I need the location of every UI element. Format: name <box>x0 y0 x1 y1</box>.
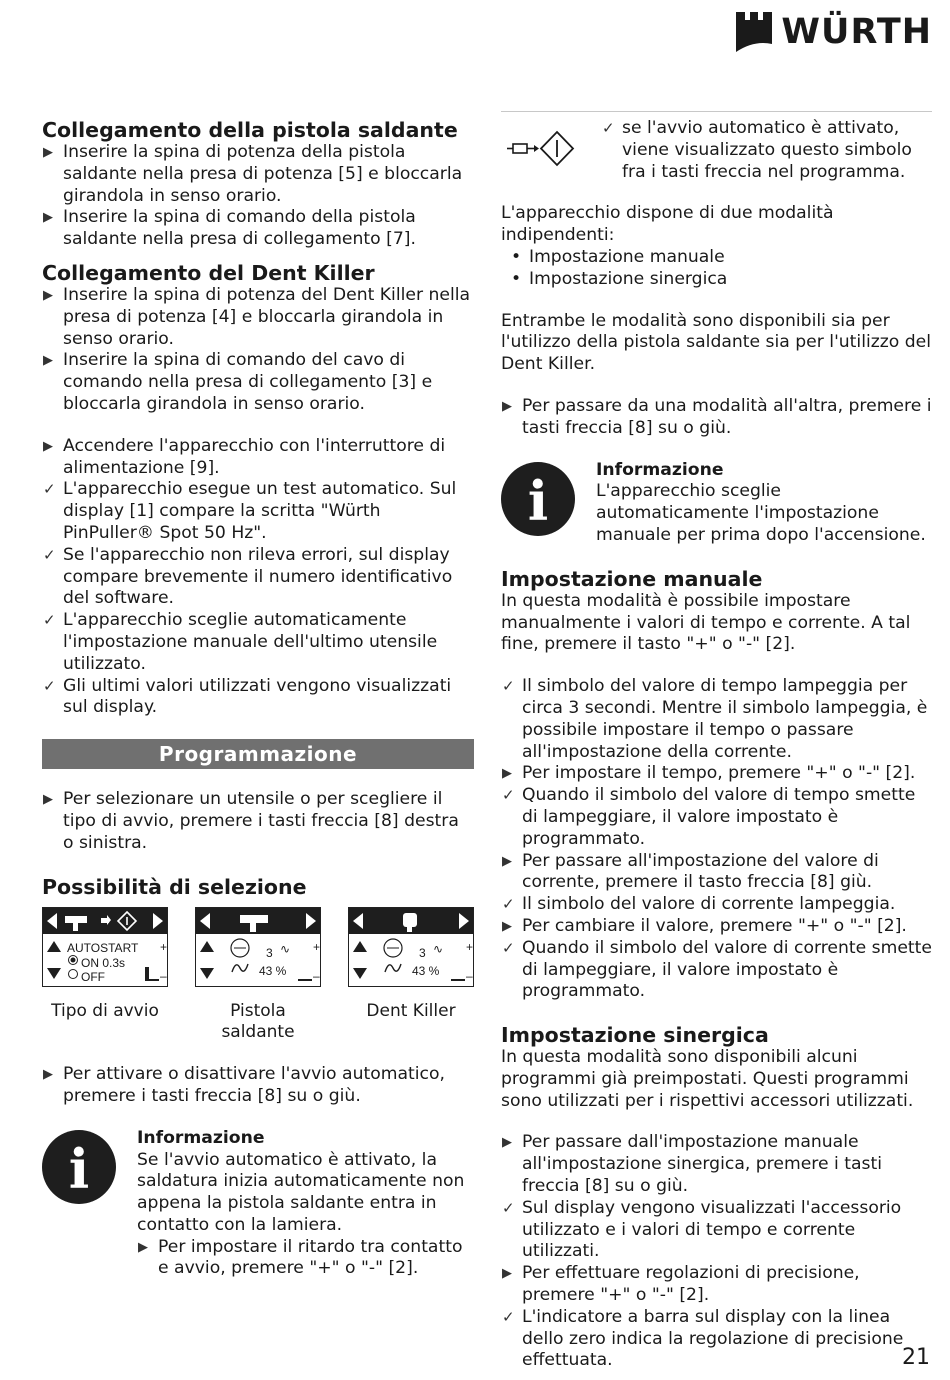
screen-dent-killer <box>348 907 474 1045</box>
svg-text:–: – <box>160 968 167 983</box>
modes-list <box>501 247 933 291</box>
info-list <box>137 1237 474 1281</box>
arrow-icon: ▶ <box>502 918 512 934</box>
info-text: L'apparecchio sceglie automaticamente l'impostazione manuale per prima dopo l'accensione. <box>596 481 926 545</box>
list-item: ✓ Quando il simbolo del valore di tempo smette di lampeggiare, il valore impostato è programmato. <box>502 785 916 849</box>
list-item: ✓ Il simbolo del valore di corrente lampeggia. <box>502 894 896 915</box>
heading-possibilita: Possibilità di selezione <box>42 874 307 899</box>
info-icon: i <box>501 462 575 536</box>
screen-caption: Tipo di avvio <box>51 1000 159 1021</box>
both-modes-text: Entrambe le modalità sono disponibili sia per l'utilizzo della pistola saldante sia per l'utilizzo del Dent Killer. <box>501 310 932 375</box>
heading-dent-killer: Collegamento del Dent Killer <box>42 260 375 285</box>
check-icon: ✓ <box>602 119 615 137</box>
screen-caption: Pistola saldante <box>221 1000 295 1043</box>
synergic-list <box>501 1132 933 1372</box>
arrow-icon: ▶ <box>43 792 53 808</box>
arrow-icon: ▶ <box>43 353 53 369</box>
list-item: ▶ Per passare all'impostazione del valore di corrente, premere il tasto freccia [8] giù. <box>502 850 879 893</box>
lcd-off-label: OFF <box>81 969 105 984</box>
arrow-icon: ▶ <box>502 853 512 869</box>
lcd-current-value: 43 % <box>412 963 440 978</box>
arrow-icon: ▶ <box>502 1266 512 1282</box>
display-screens <box>42 907 474 1045</box>
svg-text:+: + <box>313 939 320 954</box>
heading-manual: Impostazione manuale <box>501 566 763 591</box>
manual-text: In questa modalità è possibile impostare manualmente i valori di tempo e corrente. A tal fine, premere il tasto "+" o "-" [2]. <box>501 590 911 655</box>
heading-synergic: Impostazione sinergica <box>501 1023 769 1048</box>
prog-list <box>42 789 474 854</box>
lcd-current-value: 43 % <box>259 963 287 978</box>
arrow-icon: ▶ <box>138 1239 148 1255</box>
arrow-icon: ▶ <box>43 210 53 226</box>
heading-pistola: Collegamento della pistola saldante <box>42 118 458 142</box>
info-icon: i <box>42 1130 116 1204</box>
check-icon: ✓ <box>502 1307 515 1326</box>
list-item: ✓ L'indicatore a barra sul display con la linea dello zero indica la regolazione di precisione effettuata. <box>502 1306 904 1371</box>
lcd-time-value: 3 <box>266 945 273 960</box>
right-column-divider <box>501 111 932 112</box>
arrow-icon: ▶ <box>43 1067 53 1083</box>
list-item: ▶ Inserire la spina di comando della pistola saldante nella presa di collegamento [7]. <box>43 207 416 250</box>
lcd-time-value: 3 <box>419 945 426 960</box>
list-item: ✓ Se l'apparecchio non rileva errori, sul display compare brevemente il numero identificativo del software. <box>43 544 453 609</box>
arrow-icon: ▶ <box>502 398 512 414</box>
list-item: ▶ Inserire la spina di comando del cavo di comando nella presa di collegamento [3] e bloccarla girandola in senso orario. <box>43 350 433 414</box>
svg-text:–: – <box>466 968 473 983</box>
info-box-autostart <box>42 1128 474 1281</box>
check-icon: ✓ <box>502 895 515 914</box>
list-item: ▶ Per passare dall'impostazione manuale all'impostazione sinergica, premere i tasti freccia [8] su o giù. <box>502 1132 882 1197</box>
list-item: ▶ Inserire la spina di potenza della pistola saldante nella presa di potenza [5] e bloccarla girandola in senso orario. <box>43 142 463 206</box>
lcd-dent-graphic <box>349 908 473 986</box>
list-item: ▶ Accendere l'apparecchio con l'interruttore di alimentazione [9]. <box>43 435 446 478</box>
list-item: ▶ Inserire la spina di potenza del Dent Killer nella presa di potenza [4] e bloccarla girandola in senso orario. <box>43 284 471 349</box>
arrow-icon: ▶ <box>502 766 512 782</box>
arrow-icon: ▶ <box>502 1135 512 1151</box>
info-box-manual <box>501 460 933 547</box>
auto-list <box>42 1064 474 1108</box>
lcd-display <box>348 907 474 987</box>
screen-caption: Dent Killer <box>366 1000 456 1021</box>
autostart-symbol-icon <box>505 128 577 168</box>
info-title: Informazione <box>137 1127 265 1148</box>
list-item: ✓ L'apparecchio esegue un test automatico. Sul display [1] compare la scritta "Würth PinPuller® Spot 50 Hz". <box>43 479 457 543</box>
arrow-icon: ▶ <box>43 287 53 303</box>
list-item: ▶ Per cambiare il valore, premere "+" o "-" [2]. <box>502 915 907 936</box>
pistola-list <box>42 142 474 251</box>
synergic-text: In questa modalità sono disponibili alcuni programmi già preimpostati. Questi programmi sono utilizzati per i rispettivi accessori utilizzati. <box>501 1047 914 1111</box>
list-item: • Impostazione sinergica <box>501 269 933 291</box>
svg-text:–: – <box>313 968 320 983</box>
svg-text:∿: ∿ <box>433 941 444 956</box>
symbol-list <box>601 118 933 183</box>
switch-list <box>501 396 933 440</box>
list-item: ✓ Gli ultimi valori utilizzati vengono visualizzati sul display. <box>43 675 452 718</box>
info-text: Se l'avvio automatico è attivato, la saldatura inizia automaticamente non appena la pistola saldante entra in contatto con la lamiera. <box>137 1149 465 1235</box>
lcd-display <box>42 907 168 987</box>
check-icon: ✓ <box>502 786 515 805</box>
list-item: ✓ se l'avvio automatico è attivato, viene visualizzato questo simbolo fra i tasti freccia nel programma. <box>602 118 912 182</box>
screen-pistola <box>195 907 321 1045</box>
check-icon: ✓ <box>502 938 515 957</box>
right-column <box>501 118 933 1372</box>
svg-text:+: + <box>466 939 473 954</box>
check-icon: ✓ <box>43 480 56 499</box>
check-icon: ✓ <box>43 676 56 695</box>
list-item: • Impostazione manuale <box>501 247 933 269</box>
svg-text:+: + <box>160 939 167 954</box>
arrow-icon: ▶ <box>43 145 53 160</box>
modes-intro: L'apparecchio dispone di due modalità indipendenti: <box>501 203 834 246</box>
check-icon: ✓ <box>502 1198 515 1217</box>
list-item: ▶ Per passare da una modalità all'altra, premere i tasti freccia [8] su o giù. <box>502 395 932 438</box>
screen-tipo-avvio <box>42 907 168 1045</box>
brand-name: WÜRTH <box>781 12 932 52</box>
manual-list <box>501 676 933 1003</box>
lcd-pistola-graphic <box>196 908 320 986</box>
lcd-display <box>195 907 321 987</box>
lcd-autostart-label: AUTOSTART <box>67 940 139 955</box>
list-item: ✓ Sul display vengono visualizzati l'accessorio utilizzato e i valori di tempo e corrente utilizzati. <box>502 1197 902 1262</box>
left-column <box>42 118 474 1280</box>
wurth-logo <box>735 10 932 54</box>
section-bar-programmazione: Programmazione <box>42 739 474 769</box>
list-item: ▶ Per attivare o disattivare l'avvio automatico, premere i tasti freccia [8] su o giù. <box>43 1064 445 1106</box>
list-item: ▶ Per selezionare un utensile o per scegliere il tipo di avvio, premere i tasti freccia [8] destra o sinistra. <box>43 789 459 853</box>
info-title: Informazione <box>596 459 724 480</box>
page-number: 21 <box>902 1345 930 1370</box>
wurth-logo-mark-icon <box>735 10 773 54</box>
list-item: ✓ L'apparecchio sceglie automaticamente l'impostazione manuale dell'ultimo utensile utilizzato. <box>43 610 438 674</box>
list-item: ▶ Per impostare il ritardo tra contatto e avvio, premere "+" o "-" [2]. <box>138 1236 463 1279</box>
list-item: ▶ Per impostare il tempo, premere "+" o "-" [2]. <box>502 763 916 784</box>
check-icon: ✓ <box>502 677 515 696</box>
svg-text:∿: ∿ <box>280 941 291 956</box>
autostart-symbol-row <box>501 118 933 183</box>
check-icon: ✓ <box>43 545 56 564</box>
check-icon: ✓ <box>43 611 56 630</box>
lcd-on-label: ON 0.3s <box>81 955 126 970</box>
list-item: ✓ Il simbolo del valore di tempo lampeggia per circa 3 secondi. Mentre il simbolo lampeggia, è possibile impostare il tempo o passare all'impostazione della corrente. <box>502 676 928 762</box>
arrow-icon: ▶ <box>43 438 53 454</box>
dent-list <box>42 285 474 416</box>
start-list <box>42 436 474 719</box>
list-item: ▶ Per effettuare regolazioni di precisione, premere "+" o "-" [2]. <box>502 1263 860 1306</box>
list-item: ✓ Quando il simbolo del valore di corrente smette di lampeggiare, il valore impostato è programmato. <box>502 937 932 1002</box>
